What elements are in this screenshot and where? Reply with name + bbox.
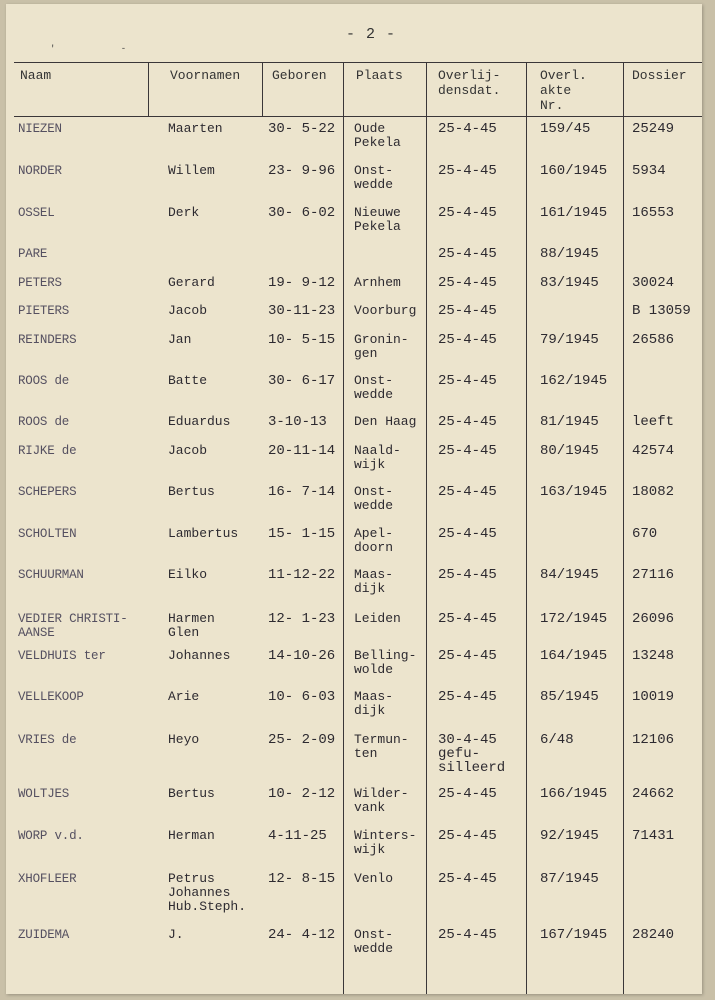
cell-geboren: 12- 1-23 <box>268 611 336 627</box>
cell-plaats: Voorburg <box>354 303 417 318</box>
cell-plaats: Den Haag <box>354 414 417 429</box>
cell-plaats: Termun- ten <box>354 732 409 761</box>
cell-plaats: Belling- wolde <box>354 648 417 677</box>
cell-voornamen: Gerard <box>168 275 215 290</box>
cell-dossier: 12106 <box>632 732 675 748</box>
cell-akte: 160/1945 <box>540 163 608 179</box>
cell-naam: SCHUURMAN <box>18 568 84 582</box>
cell-dossier: 670 <box>632 526 658 542</box>
cell-geboren: 3-10-13 <box>268 414 327 430</box>
cell-akte: 163/1945 <box>540 484 608 500</box>
cell-geboren: 10- 2-12 <box>268 786 336 802</box>
cell-naam: VELDHUIS ter <box>18 649 106 663</box>
cell-dossier: 5934 <box>632 163 666 179</box>
document-page <box>6 4 702 994</box>
cell-dossier: 30024 <box>632 275 675 291</box>
cell-voornamen: Arie <box>168 689 200 704</box>
cell-voornamen: Harmen Glen <box>168 611 215 640</box>
cell-geboren: 15- 1-15 <box>268 526 336 542</box>
cell-geboren: 23- 9-96 <box>268 163 336 179</box>
cell-akte: 87/1945 <box>540 871 599 887</box>
cell-overlijden: 25-4-45 <box>438 689 497 705</box>
cell-plaats: Maas- dijk <box>354 689 394 718</box>
cell-akte: 83/1945 <box>540 275 599 291</box>
cell-dossier: 16553 <box>632 205 675 221</box>
column-divider <box>526 62 527 994</box>
cell-plaats: Naald- wijk <box>354 443 401 472</box>
header-voornamen: Voornamen <box>170 68 241 83</box>
cell-akte: 80/1945 <box>540 443 599 459</box>
cell-naam: REINDERS <box>18 333 77 347</box>
cell-overlijden: 25-4-45 <box>438 828 497 844</box>
column-divider <box>148 62 149 116</box>
cell-naam: SCHEPERS <box>18 485 77 499</box>
cell-voornamen: Maarten <box>168 121 223 136</box>
cell-dossier: 25249 <box>632 121 675 137</box>
cell-naam: VRIES de <box>18 733 77 747</box>
table-top-rule <box>14 62 702 63</box>
column-divider <box>426 62 427 994</box>
cell-voornamen: Jan <box>168 332 192 347</box>
cell-voornamen: Herman <box>168 828 215 843</box>
cell-overlijden: 25-4-45 <box>438 567 497 583</box>
cell-overlijden: 25-4-45 <box>438 443 497 459</box>
header-naam: Naam <box>20 68 52 83</box>
cell-overlijden: 25-4-45 <box>438 414 497 430</box>
cell-dossier: 42574 <box>632 443 675 459</box>
cell-akte: 164/1945 <box>540 648 608 664</box>
cell-naam: XHOFLEER <box>18 872 77 886</box>
cell-plaats: Maas- dijk <box>354 567 394 596</box>
cell-geboren: 24- 4-12 <box>268 927 336 943</box>
cell-overlijden: 25-4-45 <box>438 786 497 802</box>
cell-akte: 85/1945 <box>540 689 599 705</box>
cell-overlijden: 25-4-45 <box>438 611 497 627</box>
cell-naam: VEDIER CHRISTI- AANSE <box>18 612 128 640</box>
cell-dossier: 26096 <box>632 611 675 627</box>
cell-overlijden: 25-4-45 <box>438 121 497 137</box>
cell-voornamen: Batte <box>168 373 208 388</box>
cell-dossier: 27116 <box>632 567 675 583</box>
column-divider <box>623 62 624 994</box>
cell-overlijden: 25-4-45 <box>438 648 497 664</box>
cell-naam: OSSEL <box>18 206 55 220</box>
cell-akte: 172/1945 <box>540 611 608 627</box>
cell-voornamen: Lambertus <box>168 526 239 541</box>
cell-akte: 6/48 <box>540 732 574 748</box>
cell-naam: PETERS <box>18 276 62 290</box>
cell-dossier: 10019 <box>632 689 675 705</box>
cell-geboren: 10- 5-15 <box>268 332 336 348</box>
cell-geboren: 19- 9-12 <box>268 275 336 291</box>
cell-plaats: Leiden <box>354 611 401 626</box>
stray-marks: ' - <box>50 44 157 54</box>
header-plaats: Plaats <box>356 68 403 83</box>
header-overlijdensdatum: Overlij- densdat. <box>438 68 501 98</box>
cell-plaats: Winters- wijk <box>354 828 417 857</box>
cell-plaats: Onst- wedde <box>354 927 394 956</box>
cell-overlijden: 30-4-45 gefu- silleerd <box>438 732 506 776</box>
cell-akte: 167/1945 <box>540 927 608 943</box>
column-divider <box>262 62 263 116</box>
cell-naam: ROOS de <box>18 374 70 388</box>
cell-geboren: 30- 6-02 <box>268 205 336 221</box>
cell-voornamen: Willem <box>168 163 215 178</box>
cell-plaats: Oude Pekela <box>354 121 401 150</box>
cell-dossier: 18082 <box>632 484 675 500</box>
cell-overlijden: 25-4-45 <box>438 332 497 348</box>
cell-plaats: Onst- wedde <box>354 484 394 513</box>
cell-overlijden: 25-4-45 <box>438 246 497 262</box>
cell-voornamen: Eduardus <box>168 414 231 429</box>
cell-voornamen: Derk <box>168 205 200 220</box>
cell-geboren: 12- 8-15 <box>268 871 336 887</box>
cell-geboren: 14-10-26 <box>268 648 336 664</box>
column-divider <box>343 62 344 994</box>
cell-naam: RIJKE de <box>18 444 77 458</box>
cell-akte: 166/1945 <box>540 786 608 802</box>
cell-voornamen: Eilko <box>168 567 208 582</box>
cell-dossier: B 13059 <box>632 303 691 319</box>
cell-overlijden: 25-4-45 <box>438 303 497 319</box>
cell-naam: SCHOLTEN <box>18 527 77 541</box>
cell-naam: ROOS de <box>18 415 70 429</box>
cell-geboren: 20-11-14 <box>268 443 336 459</box>
cell-voornamen: Bertus <box>168 786 215 801</box>
cell-naam: WORP v.d. <box>18 829 84 843</box>
cell-geboren: 4-11-25 <box>268 828 327 844</box>
cell-dossier: 26586 <box>632 332 675 348</box>
cell-akte: 88/1945 <box>540 246 599 262</box>
cell-overlijden: 25-4-45 <box>438 927 497 943</box>
cell-naam: WOLTJES <box>18 787 70 801</box>
cell-geboren: 30- 5-22 <box>268 121 336 137</box>
cell-voornamen: Petrus Johannes Hub.Steph. <box>168 871 247 914</box>
cell-naam: NORDER <box>18 164 62 178</box>
cell-plaats: Apel- doorn <box>354 526 394 555</box>
cell-akte: 79/1945 <box>540 332 599 348</box>
cell-naam: PARE <box>18 247 48 261</box>
cell-naam: ZUIDEMA <box>18 928 70 942</box>
cell-akte: 162/1945 <box>540 373 608 389</box>
cell-akte: 92/1945 <box>540 828 599 844</box>
cell-voornamen: Jacob <box>168 303 208 318</box>
cell-voornamen: Bertus <box>168 484 215 499</box>
cell-plaats: Onst- wedde <box>354 373 394 402</box>
cell-geboren: 16- 7-14 <box>268 484 336 500</box>
cell-voornamen: Jacob <box>168 443 208 458</box>
cell-geboren: 30- 6-17 <box>268 373 336 389</box>
cell-naam: VELLEKOOP <box>18 690 84 704</box>
cell-dossier: leeft <box>632 414 675 430</box>
cell-akte: 84/1945 <box>540 567 599 583</box>
cell-akte: 81/1945 <box>540 414 599 430</box>
cell-overlijden: 25-4-45 <box>438 871 497 887</box>
cell-overlijden: 25-4-45 <box>438 373 497 389</box>
cell-overlijden: 25-4-45 <box>438 526 497 542</box>
cell-dossier: 13248 <box>632 648 675 664</box>
cell-naam: PIETERS <box>18 304 70 318</box>
cell-overlijden: 25-4-45 <box>438 163 497 179</box>
cell-voornamen: Johannes <box>168 648 231 663</box>
cell-plaats: Venlo <box>354 871 394 886</box>
cell-plaats: Arnhem <box>354 275 401 290</box>
cell-geboren: 25- 2-09 <box>268 732 336 748</box>
cell-plaats: Gronin- gen <box>354 332 409 361</box>
cell-geboren: 30-11-23 <box>268 303 336 319</box>
cell-akte: 159/45 <box>540 121 591 137</box>
cell-naam: NIEZEN <box>18 122 62 136</box>
cell-dossier: 28240 <box>632 927 675 943</box>
header-akte-nr: Overl. akte Nr. <box>540 68 587 113</box>
cell-overlijden: 25-4-45 <box>438 275 497 291</box>
cell-overlijden: 25-4-45 <box>438 205 497 221</box>
cell-akte: 161/1945 <box>540 205 608 221</box>
cell-overlijden: 25-4-45 <box>438 484 497 500</box>
cell-geboren: 11-12-22 <box>268 567 336 583</box>
cell-dossier: 24662 <box>632 786 675 802</box>
cell-plaats: Wilder- vank <box>354 786 409 815</box>
cell-voornamen: Heyo <box>168 732 200 747</box>
cell-plaats: Nieuwe Pekela <box>354 205 401 234</box>
header-bottom-rule <box>14 116 702 117</box>
page-number: - 2 - <box>346 26 397 43</box>
header-geboren: Geboren <box>272 68 327 83</box>
cell-voornamen: J. <box>168 927 184 942</box>
cell-geboren: 10- 6-03 <box>268 689 336 705</box>
cell-plaats: Onst- wedde <box>354 163 394 192</box>
header-dossier: Dossier <box>632 68 687 83</box>
cell-dossier: 71431 <box>632 828 675 844</box>
